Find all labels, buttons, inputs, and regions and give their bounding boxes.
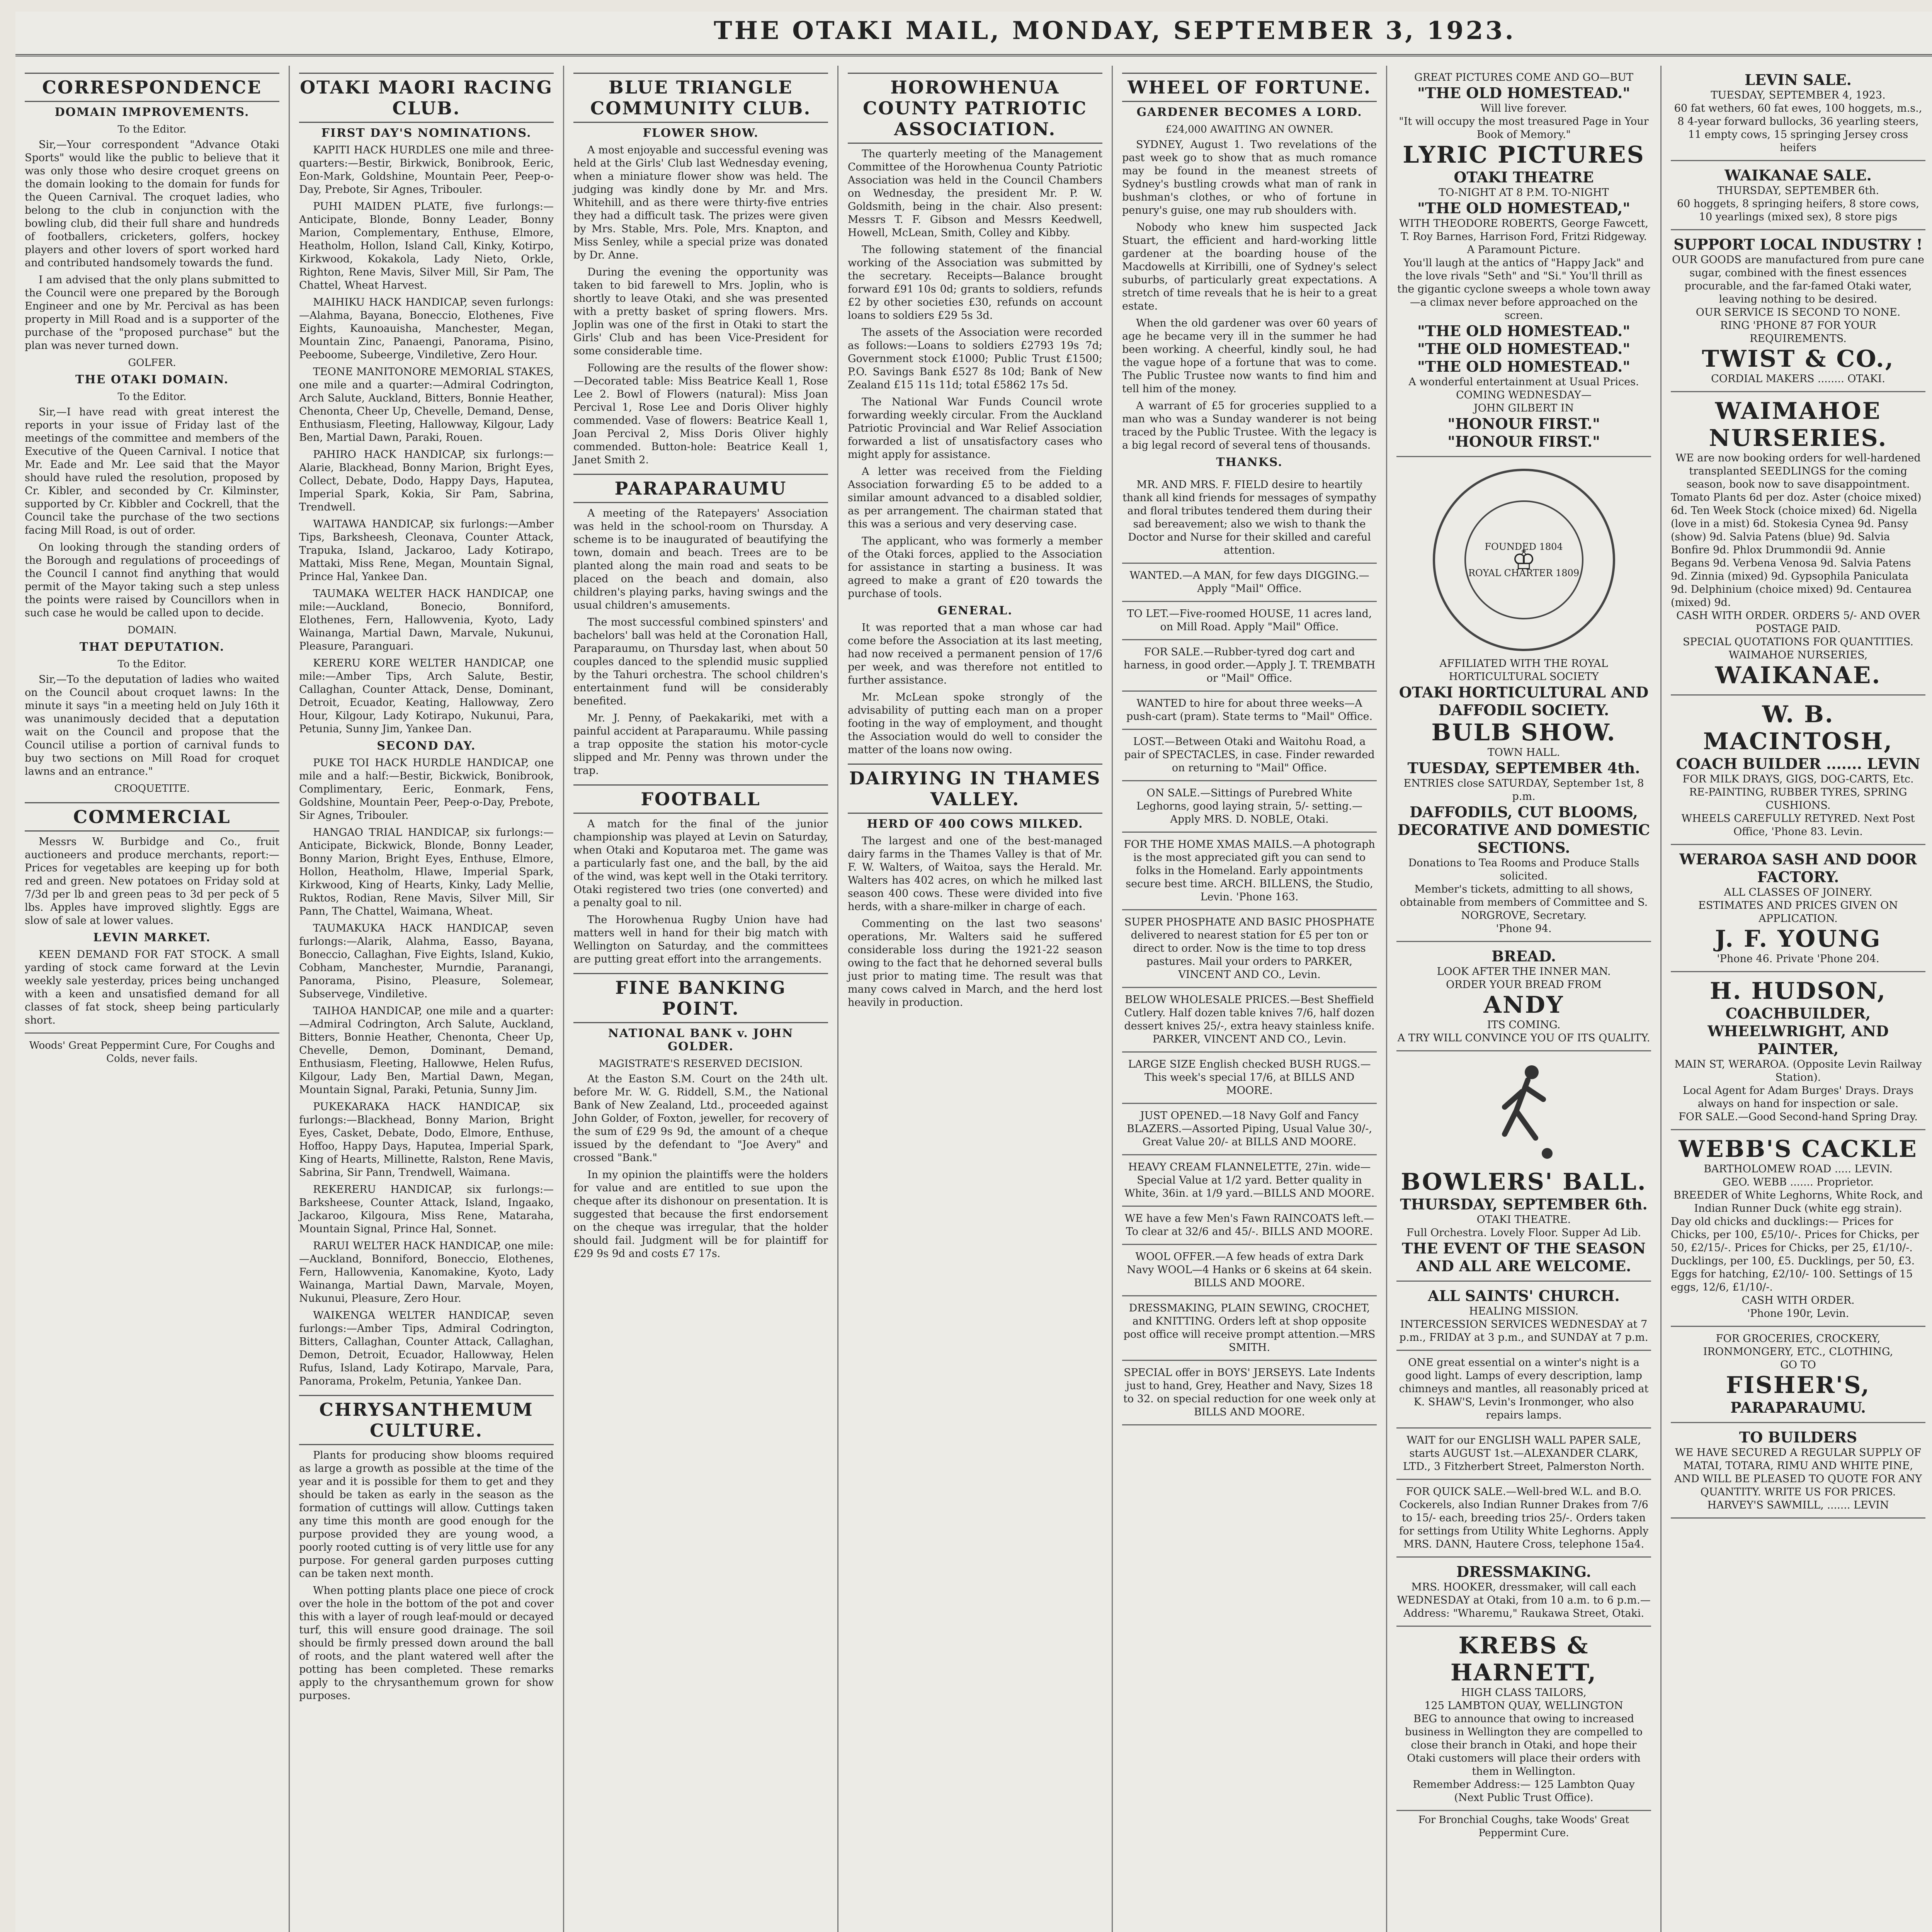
society-seal-icon (1433, 469, 1615, 651)
ad-text: FOR THE HOME XMAS MAILS.—A photograph is the most appreciated gift you can send to folks in the Homeland. Early appointments secure best time. ARCH. BILLENS, the Studio, Levin. 'Phone 163. (1124, 838, 1375, 903)
race-entry: TAUMAKUKA HACK HANDICAP, seven furlongs:—Alarik, Alahma, Easso, Bayana, Boneccio, Callaghan, Five Eights, Island, Kukio, Cobham, Manchester, Murndie, Paranangi, Panorama, Pisino, Pleasure, Solemear, Subservege, Vindiletive. (299, 922, 554, 1000)
ad-line: 125 LAMBTON QUAY, WELLINGTON (1424, 1700, 1623, 1712)
bowler-figure-icon (1489, 1061, 1559, 1161)
heading-football: FOOTBALL (573, 784, 828, 814)
ad-line: BARTHOLOMEW ROAD ..... LEVIN. (1704, 1163, 1893, 1175)
heading-patriotic: HOROWHENUA COUNTY PATRIOTIC ASSOCIATION. (848, 73, 1102, 144)
article-text: A warrant of £5 for groceries supplied to a man who was a Sunday wanderer is not being traced by the Public Trustee. With the legacy is a big legal record of several tens of thousands. (1122, 400, 1377, 451)
ad-line: ALL CLASSES OF JOINERY. (1724, 886, 1872, 898)
ad-line: WERAROA SASH AND DOOR FACTORY. (1679, 850, 1917, 886)
column-racing (290, 66, 564, 1932)
ad-line: Will live forever. (1480, 102, 1567, 114)
article-text: Sir,—Your correspondent "Advance Otaki Sports" would like the public to believe that it was only those who desire croquet greens on the domain looking to the domain for funds for the Queen Carnival. The croquet ladies, who belong to the club in conjunction with the bowling club, did their full share and hundreds of footballers, cricketers, golfers, hockey players and other lovers of sport worked hard and contributed handsomely towards the fund. (25, 139, 279, 269)
ad-line: HARVEY'S SAWMILL, ....... LEVIN (1707, 1499, 1889, 1511)
ad-line: THE EVENT OF THE SEASON AND ALL ARE WELCOME. (1402, 1240, 1646, 1275)
ad-text: WOOL OFFER.—A few heads of extra Dark Navy WOOL—4 Hanks or 6 skeins at 64 skein. BILLS AND MOORE. (1127, 1251, 1372, 1289)
article-text: Mr. J. Penny, of Paekakariki, met with a painful accident at Paraparaumu. While passing a trap opposite the station his motor-cycle slipped and Mr. Penny was thrown under the trap. (573, 712, 828, 777)
ad-text: ONE great essential on a winter's night is a good light. Lamps of every description, lamp chimneys and mantles, all reasonably priced at K. SHAW'S, Levin's Ironmonger, who also repairs lamps. (1399, 1357, 1649, 1421)
article-text: Sir,—I have read with great interest the reports in your issue of Friday last of the meetings of the committee and members of the Executive of the Queen Carnival. I notice that Mr. Eade and Mr. Lee said that the Mayor should have ruled the resolution, proposed by Cr. Kibler, and seconded by Cr. Kilminster, supported by Cr. Kibbler and Cockrell, that the Council take the purchase of the two sections facing Mill Road, is out of order. (25, 406, 279, 536)
article-text: At the Easton S.M. Court on the 24th ult. before Mr. W. G. Riddell, S.M., the National Bank of New Zealand, Ltd., proceeded against John Golder, of Foxton, jeweller, for recovery of the sum of £29 9s 9d, the amount of a cheque issued by the defendant to "Joe Avery" and crossed "Bank." (573, 1073, 828, 1164)
ad-line: FOR GROCERIES, CROCKERY, IRONMONGERY, ETC., CLOTHING, (1703, 1333, 1893, 1358)
classified-ad (1122, 1104, 1377, 1155)
ad-text: BELOW WHOLESALE PRICES.—Best Sheffield Cutlery. Half dozen table knives 7/6, half dozen dessert knives 25/-, extra heavy stainless knife. PARKER, VINCENT AND CO., Levin. (1124, 994, 1375, 1045)
article-text: Following are the results of the flower show:—Decorated table: Miss Beatrice Keall 1, Rose Lee 2. Bowl of Flowers (natural): Miss Joan Percival 1, Rose Lee and Doris Oliver highly commended. Vase of flowers: Beatrice Keall 1, Joan Percival 2, Miss Doris Oliver highly commended. Button-hole: Beatrice Keall 1, Janet Smith 2. (573, 362, 828, 466)
ad-text: JUST OPENED.—18 Navy Golf and Fancy BLAZERS.—Assorted Piping, Usual Value 30/-, Great Value 20/- at BILLS AND MOORE. (1127, 1110, 1372, 1148)
ad-line: ORDER YOUR BREAD FROM (1446, 979, 1602, 991)
classified-ad (1122, 692, 1377, 730)
ad-text: MR. AND MRS. F. FIELD desire to heartily thank all kind friends for messages of sympathy and floral tributes tendered them during their sad bereavement; also we wish to thank the Doctor and Nurse for their skilled and careful attention. (1122, 479, 1376, 556)
article-text: Commenting on the last two seasons' operations, Mr. Walters said he suffered considerable loss during the 1921-22 season owing to the fact that he dehorned several bulls just prior to mating time. The result was that many cows calved in March, and the herd lost heavily in production. (848, 918, 1102, 1009)
article-text: The largest and one of the best-managed dairy farms in the Thames Valley is that of Mr. F. W. Walters, of Waitoa, says the Herald. Mr. Walters has 402 acres, on which he milked last season 400 cows. These were divided into five herds, with a share-milker in charge of each. (848, 835, 1102, 913)
ad-text: TO LET.—Five-roomed HOUSE, 11 acres land, on Mill Road. Apply "Mail" Office. (1127, 608, 1372, 633)
ad-line: DAFFODILS, CUT BLOOMS, DECORATIVE AND DOMESTIC SECTIONS. (1397, 803, 1650, 856)
article-text: In my opinion the plaintiffs were the holders for value and are entitled to sue upon the cheque after its dishonour on presentation. It is suggested that because the first endorsement on the cheque was irregular, that the holder should fail. Judgment will be for plaintiff for £29 9s 9d and costs £7 17s. (573, 1169, 828, 1260)
ad-line: WITH THEODORE ROBERTS, George Fawcett, T. Roy Barnes, Harrison Ford, Fritzi Ridgeway. (1399, 218, 1648, 243)
sub-case: NATIONAL BANK v. JOHN GOLDER. (608, 1027, 794, 1053)
footer-ad: For Bronchial Coughs, take Woods' Great Peppermint Cure. (1418, 1814, 1629, 1839)
ad-hudson (1671, 972, 1925, 1130)
ad-title: FISHER'S, (1726, 1372, 1871, 1399)
ad-text: SPECIAL offer in BOYS' JERSEYS. Late Indents just to hand, Grey, Heather and Navy, Sizes 18 to 32. on special reduction for one week only at BILLS AND MOORE. (1123, 1367, 1376, 1418)
ad-line: Tomato Plants 6d per doz. Aster (choice mixed) 6d. Ten Week Stock (choice mixed) 6d. Nigella (love in a mist) 6d. Stokesia Cynea 9d. Pansy (show) 9d. Salvia Patens (blue) 9d. Salvia Bonfire 9d. Phlox Drummondii 9d. Annie Begans 9d. Verbena Venosa 9d. Salvia Patens 9d. Zinnia (mixed) 9d. Gypsophila Paniculata 9d. Delphinium (choice mixed) 9d. Centaurea (mixed) 9d. (1671, 492, 1922, 609)
classified-ad (1122, 1296, 1377, 1361)
sub-decision: MAGISTRATE'S RESERVED DECISION. (599, 1058, 803, 1070)
article-text: It was reported that a man whose car had come before the Association at its last meeting, had now received a permanent pension of 17/6 per week, and was therefore not entitled to further assistance. (848, 622, 1102, 686)
ad-text: ON SALE.—Sittings of Purebred White Leghorns, good laying strain, 5/- setting.—Apply MRS. D. NOBLE, Otaki. (1136, 787, 1362, 825)
ad-text: WE have a few Men's Fawn RAINCOATS left.—To clear at 32/6 and 45/-. BILLS AND MOORE. (1124, 1213, 1374, 1238)
article-text: When potting plants place one piece of crock over the hole in the bottom of the pot and cover this with a layer of rough leaf-mould or decayed turf, this will ensure good drainage. The soil should be firmly pressed down around the ball of roots, and the plant watered well after the potting has been completed. These remarks apply to the chrysanthemum grown for show purposes. (299, 1585, 554, 1702)
ad-line: ITS COMING. (1487, 1019, 1561, 1031)
sub-awaiting: £24,000 AWAITING AN OWNER. (1165, 124, 1333, 135)
ad-levin-sale (1671, 66, 1925, 161)
race-entry: KAPITI HACK HURDLES one mile and three-quarters:—Bestir, Birkwick, Bonibrook, Eeric, Eon-Mark, Goldshine, Mountain Peer, Peep-o-Day, Prebote, Sir Agnes, Tribouler. (299, 144, 554, 196)
ad-title: WEBB'S CACKLE (1679, 1136, 1918, 1163)
heading-chrysanthemum: CHRYSANTHEMUM CULTURE. (299, 1395, 554, 1445)
ad-line: A wonderful entertainment at Usual Prices. (1408, 376, 1639, 388)
ad-krebs (1396, 1627, 1651, 1811)
ad-text: DRESSMAKING, PLAIN SEWING, CROCHET, and KNITTING. Orders left at shop opposite post office will receive prompt attention.—MRS SMITH. (1123, 1302, 1376, 1354)
ad-line: ENTRIES close SATURDAY, September 1st, 8 p.m. (1403, 777, 1644, 803)
ad-line: Remember Address:— 125 Lambton Quay (Next Public Trust Office). (1413, 1779, 1635, 1804)
classified-ad (1122, 910, 1377, 988)
article-text: KEEN DEMAND FOR FAT STOCK. A small yarding of stock came forward at the Levin weekly sale yesterday, prices being unchanged with a keen and unsatisfied demand for all classes of fat stock, sheep being particularly short. (25, 949, 279, 1026)
race-entry: PUHI MAIDEN PLATE, five furlongs:—Anticipate, Blonde, Bonny Leader, Bonny Marion, Complementary, Enthuse, Elmore, Heatholm, Hollon, Island Call, Kinky, Kotirpo, Kirkwood, Kokakola, Lady Nieto, Orkle, Righton, Rene Mavis, Silver Mill, Sir Pam, The Chattel, Wheat Harvest. (299, 201, 554, 291)
ad-title: WAIMAHOE NURSERIES. (1709, 398, 1888, 452)
classified-ad (1122, 473, 1377, 564)
ad-waimahoe (1671, 392, 1925, 696)
ad-title: TWIST & CO., (1702, 345, 1895, 372)
article-text: A letter was received from the Fielding Association forwarding £5 to be added to a similar amount advanced to a disabled soldier, as per arrangement. The chairman stated that this was a serious and very deserving case. (848, 466, 1102, 530)
ad-line: DRESSMAKING. (1456, 1563, 1591, 1580)
ad-line: ALL SAINTS' CHURCH. (1428, 1287, 1620, 1304)
ad-weraroa (1671, 845, 1925, 972)
ad-line: 'Phone 190r, Levin. (1747, 1308, 1849, 1320)
sub-deputation: THAT DEPUTATION. (79, 640, 225, 654)
ad-line: HEALING MISSION. (1469, 1305, 1579, 1317)
ad-text: HEAVY CREAM FLANNELETTE, 27in. wide—Special Value at 1/2 yard. Better quality in White, 36in. at 1/9 yard.—BILLS AND MOORE. (1124, 1161, 1375, 1199)
footer-ad: Woods' Great Peppermint Cure, For Coughs and Colds, never fails. (29, 1040, 275, 1065)
seal-ring-text: AFFILIATED WITH THE ROYAL HORTICULTURAL SOCIETY (1439, 658, 1608, 683)
article-text: The National War Funds Council wrote forwarding weekly circular. From the Auckland Patriotic Provincial and War Relief Association forwarded a list of unsatisfactory cases who might apply for assistance. (848, 396, 1102, 461)
heading-paraparaumu: PARAPARAUMU (573, 474, 828, 503)
ad-line: "THE OLD HOMESTEAD." (1417, 340, 1630, 357)
sub-levin-market: LEVIN MARKET. (93, 931, 211, 944)
ad-text: FOR SALE.—Rubber-tyred dog cart and harness, in good order.—Apply J. T. TREMBATH or "Mail" Office. (1123, 646, 1376, 684)
ad-line: GREAT PICTURES COME AND GO—BUT (1414, 71, 1633, 83)
article-text: The applicant, who was formerly a member of the Otaki forces, applied to the Association for assistance in starting a business. It was agreed to make a grant of £20 towards the purchase of tools. (848, 535, 1102, 600)
ad-title: J. F. YOUNG (1715, 925, 1881, 952)
ad-line: BREAD. (1492, 947, 1556, 965)
to-editor: To the Editor. (117, 658, 187, 670)
ad-bowlers-ball (1396, 1051, 1651, 1282)
ad-line: "THE OLD HOMESTEAD," (1417, 199, 1630, 217)
ad-macintosh (1671, 696, 1925, 845)
ad-line: You'll laugh at the antics of "Happy Jack" and the love rivals "Seth" and "Si." You'll thrill as the gigantic cyclone sweeps a whole town away—a climax never before approached on the screen. (1397, 257, 1651, 321)
race-entry: REKERERU HANDICAP, six furlongs:—Barksheese, Counter Attack, Island, Ingaako, Jackaroo, Kilgoura, Miss Rene, Mataraha, Mountain Signal, Prince Hal, Sonnet. (299, 1184, 554, 1235)
seal-text: ROYAL CHARTER 1809 (1468, 568, 1580, 578)
ad-bread (1396, 942, 1651, 1051)
race-entry: TAUMAKA WELTER HACK HANDICAP, one mile:—Auckland, Bonecio, Bonniford, Elothenes, Fern, Hallowvenia, Kyoto, Lady Wainanga, Martial Dawn, Marvale, Nukunui, Pleasure, Paranguari. (299, 588, 554, 652)
ad-line: FOR SALE.—Good Second-hand Spring Dray. (1679, 1111, 1918, 1123)
ad-line: RING 'PHONE 87 FOR YOUR REQUIREMENTS. (1720, 320, 1876, 345)
ad-line: HIGH CLASS TAILORS, (1461, 1687, 1587, 1699)
sub-herd: HERD OF 400 COWS MILKED. (867, 817, 1083, 831)
sub-flower-show: FLOWER SHOW. (643, 126, 759, 140)
ad-line: Day old chicks and ducklings:— Prices for Chicks, per 100, £5/10/-. Prices for Chicks, per 50, £2/15/-. Prices for Chicks, per 25, £1/10/-. Ducklings, per 100, £5. Ducklings, per 50, £3. Eggs for hatching, £2/10/- 100. Settings of 15 eggs, 12/6, £1/10/-. (1671, 1216, 1919, 1293)
ad-line: TUESDAY, SEPTEMBER 4th. (1407, 759, 1640, 777)
ad-text: SUPER PHOSPHATE AND BASIC PHOSPHATE delivered to nearest station for £5 per ton or direct to order. Now is the time to top dress pastures. Mail your orders to PARKER, VINCENT AND CO., Levin. (1124, 916, 1375, 981)
classified-ad (1122, 988, 1377, 1053)
column-fortune (1113, 66, 1387, 1932)
article-text: Nobody who knew him suspected Jack Stuart, the efficient and hard-working little gardener at the boarding house of the Macdowells at Kirribilli, one of Sydney's select suburbs, of particularly great expectations. A stretch of time reveals that he is heir to a great estate. (1122, 221, 1377, 312)
heading-commercial: COMMERCIAL (25, 802, 279, 832)
ad-line: FOR MILK DRAYS, GIGS, DOG-CARTS, Etc. (1682, 773, 1914, 785)
ad-line: Full Orchestra. Lovely Floor. Supper Ad Lib. (1406, 1227, 1641, 1239)
ad-line: MAIN ST, WERAROA. (Opposite Levin Railway Station). (1674, 1058, 1922, 1083)
crown-icon: ♔ (1512, 544, 1536, 576)
heading-banking: FINE BANKING POINT. (573, 973, 828, 1023)
to-editor: To the Editor. (117, 391, 187, 403)
ad-line: "THE OLD HOMESTEAD." (1417, 358, 1630, 375)
ad-title: KREBS & HARNETT, (1450, 1632, 1597, 1686)
sub-second-day: SECOND DAY. (377, 739, 476, 753)
article-text: The quarterly meeting of the Management Committee of the Horowhenua County Patriotic Association was held in the Council Chambers on Wednesday, the president Mr. P. W. Goldsmith, being in the chair. Also present: Messrs T. F. Gibson and Messrs Keedwell, Howell, McLean, Smith, Colley and Kibby. (848, 148, 1102, 239)
ad-line: BEG to announce that owing to increased business in Wellington they are compelled to close their branch in Otaki, and hope their Otaki customers will place their orders with them in Wellington. (1405, 1713, 1643, 1777)
ad-line: TUESDAY, SEPTEMBER 4, 1923. (1711, 89, 1886, 101)
column-entertainment (1387, 66, 1662, 1932)
article-text: Messrs W. Burbidge and Co., fruit auctioneers and produce merchants, report:—Prices for vegetables are keeping up for both red and green. New potatoes on Friday sold at 7/3d per lb and green peas to 3d per peck of 5 lbs. Apples have improved slightly. Eggs are slow of sale at lower values. (25, 836, 279, 927)
ad-bulb-show (1396, 457, 1651, 942)
classified-ad (1396, 1480, 1651, 1558)
ad-line: THURSDAY, SEPTEMBER 6th. (1717, 185, 1879, 197)
article-text: I am advised that the only plans submitted to the Council were one prepared by the Borough Engineer and one by Mr. Percival as has been property in Mill Road and is a supporter of the purchase of the "proposed purchase" but the plan was never turned down. (25, 274, 279, 352)
ad-line: OTAKI HORTICULTURAL AND DAFFODIL SOCIETY. (1399, 684, 1649, 719)
sub-gardener: GARDENER BECOMES A LORD. (1136, 105, 1362, 119)
sub-otaki-domain: THE OTAKI DOMAIN. (75, 373, 229, 386)
ad-title: LYRIC PICTURES (1403, 141, 1645, 168)
ad-text: FOR QUICK SALE.—Well-bred W.L. and B.O. Cockerels, also Indian Runner Drakes from 7/6 to 15/- each, breeding trios 25/-. Orders taken for settings from Utility White Leghorns. Apply MRS. DANN, Hautere Cross, telephone 15a4. (1399, 1486, 1649, 1550)
ad-text: WANTED.—A MAN, for few days DIGGING.—Apply "Mail" Office. (1129, 570, 1369, 595)
ad-line: MRS. HOOKER, dressmaker, will call each WEDNESDAY at Otaki, from 10 a.m. to 6 p.m.—Address: "Wharemu," Raukawa Street, Otaki. (1397, 1581, 1651, 1619)
column-correspondence (15, 66, 290, 1932)
heading-wheel-of-fortune: WHEEL OF FORTUNE. (1122, 73, 1377, 102)
ad-line: "HONOUR FIRST." (1447, 433, 1600, 450)
seal-crown-icon (1464, 500, 1583, 619)
race-entry: PUKEKARAKA HACK HANDICAP, six furlongs:—Blackhead, Bonny Marion, Bright Eyes, Casket, Debate, Dodo, Elmore, Enthuse, Hoffoo, Happy Days, Haputea, Imperial Spark, King of Hearts, Millinette, Ralston, Rene Mavis, Sabrina, Sir Pann, Trendwell, Waimana. (299, 1101, 554, 1179)
race-entry: MAIHIKU HACK HANDICAP, seven furlongs:—Alahma, Bayana, Boneccio, Elothenes, Five Eights, Kaunoauisha, Manchester, Megan, Mountain Zinc, Panaengi, Panorama, Pisino, Peeboome, Subeerge, Vindiletive, Zero Hour. (299, 296, 554, 361)
classified-ad (1396, 1351, 1651, 1429)
ad-line: OTAKI THEATRE (1454, 168, 1594, 186)
classified-ad (1122, 1361, 1377, 1425)
sub-first-day: FIRST DAY'S NOMINATIONS. (321, 126, 532, 140)
ad-twist (1671, 230, 1925, 392)
ad-line: BREEDER of White Leghorns, White Rock, and Indian Runner Duck (white egg strain). (1673, 1189, 1923, 1214)
ad-lyric-pictures (1396, 66, 1651, 457)
race-entry: TAIHOA HANDICAP, one mile and a quarter:—Admiral Codrington, Arch Salute, Auckland, Bitters, Bonnie Heather, Chenonta, Cheer Up, Chevelle, Demon, Dominant, Demand, Enthusiasm, Fleeting, Hallowwe, Helen Rufus, Kilgour, Lady Ben, Martial Dawn, Megan, Mountain Signal, Paraki, Petunia, Sunny Jim. (299, 1005, 554, 1096)
race-entry: RARUI WELTER HACK HANDICAP, one mile:—Auckland, Bonniford, Boneccio, Elothenes, Fern, Hallowvenia, Kanomakine, Kyoto, Lady Wainanga, Martial Dawn, Marvale, Moyen, Nukunui, Pleasure, Zero Hour. (299, 1240, 554, 1304)
sub-general: GENERAL. (937, 604, 1013, 617)
ad-line: WAIKANAE SALE. (1725, 167, 1872, 184)
ad-title: W. B. MACINTOSH, (1703, 701, 1893, 755)
race-entry: WAITAWA HANDICAP, six furlongs:—Amber Tips, Barksheesh, Cleonava, Counter Attack, Trapuka, Island, Jackaroo, Lady Kotirapo, Mattaki, Miss Rene, Megan, Mountain Signal, Prince Hal, Yankee Dan. (299, 518, 554, 583)
article-text: SYDNEY, August 1. Two revelations of the past week go to show that as much romance may be found in the meanest streets of Sydney's bustling crowds what man of rank in bushman's clothes, or who of fortune in penury's guise, one may rub shoulders with. (1122, 139, 1377, 216)
race-entry: KERERU KORE WELTER HANDICAP, one mile:—Amber Tips, Arch Salute, Bestir, Callaghan, Counter Attack, Dense, Dominant, Detroit, Ecuador, Keating, Hallowway, Zero Hour, Kilgour, Lady Kotirapo, Nukunui, Para, Petunia, Sunny Jim, Yankee Dan. (299, 657, 554, 735)
ad-line: 60 fat wethers, 60 fat ewes, 100 hoggets, m.s., 8 4-year forward bullocks, 36 yearling steers, 11 empty cows, 15 springing Jersey cross heifers (1674, 102, 1922, 154)
sub-domain-improvements: DOMAIN IMPROVEMENTS. (54, 105, 250, 119)
ad-waikanae-sale (1671, 161, 1925, 230)
ad-text: LARGE SIZE English checked BUSH RUGS.—This week's special 17/6, at BILLS AND MOORE. (1128, 1058, 1371, 1097)
ad-line: THURSDAY, SEPTEMBER 6th. (1400, 1196, 1648, 1213)
ad-text: WAIT for our ENGLISH WALL PAPER SALE, starts AUGUST 1st.—ALEXANDER CLARK, LTD., 3 Fitzherbert Street, Palmerston North. (1403, 1434, 1645, 1473)
article-text: The following statement of the financial working of the Association was submitted by the secretary. Receipts—Balance brought forward £91 10s 0d; grants to soldiers, refunds £2 by other societies £30, refunds on account loans to soldiers £29 5s 3d. (848, 244, 1102, 321)
ad-line: COACH BUILDER ....... LEVIN (1676, 755, 1920, 772)
ad-line: Local Agent for Adam Burges' Drays. Drays always on hand for inspection or sale. (1683, 1085, 1913, 1110)
classified-ad (1122, 1245, 1377, 1296)
ad-line: INTERCESSION SERVICES WEDNESDAY at 7 p.m., FRIDAY at 3 p.m., and SUNDAY at 7 p.m. (1399, 1318, 1648, 1344)
newspaper-page (15, 12, 1932, 1932)
article-text: The most successful combined spinsters' and bachelors' ball was held at the Coronation Hall, Paraparaumu, on Thursday last, when about 50 couples danced to the splendid music supplied by the Tahuri orchestra. The school children's entertainment fund will be considerably benefited. (573, 616, 828, 707)
ad-line: Donations to Tea Rooms and Produce Stalls solicited. (1408, 857, 1639, 882)
classified-ad (1122, 1207, 1377, 1245)
sub-thanks: THANKS. (1216, 456, 1283, 469)
article-text: A meeting of the Ratepayers' Association was held in the school-room on Thursday. A scheme is to be inaugurated of beautifying the town, domain and beach. Trees are to be planted along the main road and seats to be placed on the beach and domain, also children's playing parks, having swings and the usual children's amusements. (573, 507, 828, 611)
ad-title: BOWLERS' BALL. (1401, 1168, 1647, 1196)
signature: CROQUETITE. (114, 783, 190, 794)
ad-line: "THE OLD HOMESTEAD." (1417, 84, 1630, 102)
ad-line: CORDIAL MAKERS ........ OTAKI. (1711, 373, 1885, 385)
classified-ad (1122, 1053, 1377, 1104)
ad-line: CASH WITH ORDER. (1742, 1294, 1855, 1306)
article-text: During the evening the opportunity was taken to bid farewell to Mrs. Joplin, who is shortly to leave Otaki, and she was presented with a pretty basket of spring flowers. Mrs. Joplin was one of the first in Otaki to start the Girls' Club and has been Vice-President for some considerable time. (573, 266, 828, 357)
classified-ad (1122, 781, 1377, 833)
ad-line: GEO. WEBB ....... Proprietor. (1722, 1176, 1874, 1188)
ad-line: TO BUILDERS (1739, 1429, 1857, 1446)
article-text: Mr. McLean spoke strongly of the advisability of putting each man on a proper footing in the way of employment, and thought the Association would do well to consider the matter of the loans now owing. (848, 691, 1102, 756)
ad-line: CASH WITH ORDER. ORDERS 5/- AND OVER POSTAGE PAID. (1676, 610, 1920, 635)
ad-webb (1671, 1130, 1925, 1327)
ad-line: JOHN GILBERT IN (1473, 402, 1574, 414)
article-text: On looking through the standing orders of the Borough and regulations of proceedings of the Council I cannot find anything that would permit of the Mayor taking such a step unless the points were raised by Councillors when in such case he would be called upon to decide. (25, 541, 279, 619)
ad-line: "THE OLD HOMESTEAD." (1417, 322, 1630, 340)
ad-line: WE are now booking orders for well-hardened transplanted SEEDLINGS for the coming season, book now to save disappointment. (1675, 452, 1921, 490)
heading-correspondence: CORRESPONDENCE (25, 73, 279, 102)
signature: GOLFER. (128, 357, 176, 369)
classified-ad (1122, 564, 1377, 602)
ad-line: A TRY WILL CONVINCE YOU OF ITS QUALITY. (1397, 1032, 1650, 1044)
ad-line: WE HAVE SECURED A REGULAR SUPPLY OF MATAI, TOTARA, RIMU AND WHITE PINE, AND WILL BE PLEASED TO QUOTE FOR ANY QUANTITY. WRITE US FOR PRICES. (1674, 1447, 1922, 1498)
ad-line: TOWN HALL. (1487, 747, 1560, 759)
signature: DOMAIN. (127, 624, 177, 636)
race-entry: TEONE MANITONORE MEMORIAL STAKES, one mile and a quarter:—Admiral Codrington, Arch Salute, Auckland, Bitters, Bonnie Heather, Chenonta, Cheer Up, Chevelle, Demand, Dense, Enthusiasm, Fleeting, Hallowway, Kilgour, Lady Ben, Martial Dawn, Paraki, Rouen. (299, 366, 554, 444)
ad-line: COMING WEDNESDAY— (1456, 389, 1592, 401)
ad-line: RE-PAINTING, RUBBER TYRES, SPRING CUSHIONS. (1689, 786, 1907, 811)
ad-line: TO-NIGHT AT 8 P.M. TO-NIGHT (1439, 187, 1609, 199)
ad-line: OTAKI THEATRE. (1476, 1214, 1571, 1226)
classified-ad (1122, 730, 1377, 781)
ad-line: "HONOUR FIRST." (1447, 415, 1600, 432)
heading-blue-triangle: BLUE TRIANGLE COMMUNITY CLUB. (573, 73, 828, 123)
heading-dairying: DAIRYING IN THAMES VALLEY. (848, 764, 1102, 814)
ad-builders (1671, 1423, 1925, 1519)
ad-title: H. HUDSON, (1709, 978, 1886, 1005)
ad-fisher (1671, 1327, 1925, 1423)
race-entry: WAIKENGA WELTER HANDICAP, seven furlongs:—Amber Tips, Admiral Codrington, Bitters, Callaghan, Counter Attack, Callaghan, Demon, Detroit, Ecuador, Hallowway, Helen Rufus, Island, Lady Kotirapo, Marvale, Para, Panorama, Prokelm, Petunia, Yankee Dan. (299, 1310, 554, 1387)
classified-ad (1122, 833, 1377, 910)
ad-line: GO TO (1780, 1359, 1816, 1371)
ad-line: ESTIMATES AND PRICES GIVEN ON APPLICATION. (1698, 900, 1898, 925)
heading-racing-club: OTAKI MAORI RACING CLUB. (299, 73, 554, 123)
race-entry: PAHIRO HACK HANDICAP, six furlongs:—Alarie, Blackhead, Bonny Marion, Bright Eyes, Collect, Debate, Dodo, Happy Days, Haputea, Imperial Spark, Kokia, Sir Pam, Sabrina, Trendwell. (299, 449, 554, 513)
race-entry: HANGAO TRIAL HANDICAP, six furlongs:—Anticipate, Bickwick, Blonde, Bonny Leader, Bonny Marion, Bright Eyes, Enthuse, Elmore, Hollon, Heatholm, Hlawe, Imperial Spark, Kirkwood, King of Hearts, Kinky, Lady Mellie, Ruktos, Rodian, Rene Mavis, Silver Mill, Sir Pann, The Chattel, Waimana, Wheat. (299, 827, 554, 917)
ad-dressmaking (1396, 1558, 1651, 1627)
ad-text: WANTED to hire for about three weeks—A push-cart (pram). State terms to "Mail" Office. (1126, 697, 1373, 723)
article-text: When the old gardener was over 60 years of age he became very ill in the summer he had been working. A cheerful, kindly soul, he had the vague hope of a fortune that was to come. The Public Trustee now wants to find him and tell him of the money. (1122, 317, 1377, 395)
classified-ad (1122, 640, 1377, 692)
article-text: The Horowhenua Rugby Union have had matters well in hand for their big match with Wellington on Saturday, and the committees are putting great effort into the arrangements. (573, 914, 828, 965)
masthead: THE OTAKI MAIL, MONDAY, SEPTEMBER 3, 1923. (15, 12, 1932, 56)
article-text: The assets of the Association were recorded as follows:—Loans to soldiers £2793 19s 7d; Government stock £1000; Public Trust £1500; P.O. Savings Bank £527 8s 10d; Bank of New Zealand £15 11s 11d; total £5862 17s 5d. (848, 327, 1102, 391)
ad-line: PARAPARAUMU. (1730, 1399, 1866, 1416)
column-patriotic (838, 66, 1113, 1932)
ad-text: LOST.—Between Otaki and Waitohu Road, a pair of SPECTACLES, in case. Finder rewarded on returning to "Mail" Office. (1124, 736, 1375, 774)
ad-line: OUR GOODS are manufactured from pure cane sugar, combined with the finest essences procurable, and the far-famed Otaki water, leaving nothing to be desired. (1672, 254, 1924, 305)
article-text: A most enjoyable and successful evening was held at the Girls' Club last Wednesday evening, when a miniature flower show was held. The judging was kindly done by Mr. and Mrs. Whitehill, and as there were thirty-five entries they had a difficult task. The prizes were given by Mrs. Stable, Mrs. Pole, Mrs. Knapton, and Miss Senley, while a special prize was donated by Dr. Anne. (573, 144, 828, 261)
classified-ad (1122, 1155, 1377, 1207)
classified-ad (1122, 602, 1377, 640)
ad-line: COACHBUILDER, WHEELWRIGHT, AND PAINTER, (1708, 1005, 1889, 1058)
ad-line: LEVIN SALE. (1745, 71, 1852, 88)
ad-line: "It will occupy the most treasured Page in Your Book of Memory." (1399, 116, 1649, 141)
classified-ad (1396, 1429, 1651, 1480)
ad-title: BULB SHOW. (1431, 719, 1616, 746)
ad-line: SPECIAL QUOTATIONS FOR QUANTITIES. (1683, 636, 1913, 648)
ad-line: 'Phone 46. Private 'Phone 204. (1717, 953, 1879, 965)
ad-line: WAIMAHOE NURSERIES, (1728, 649, 1868, 661)
ad-line: 60 hoggets, 8 springing heifers, 8 store cows, 10 yearlings (mixed sex), 8 store pigs (1677, 198, 1920, 223)
to-editor: To the Editor. (117, 124, 187, 135)
ad-line: OUR SERVICE IS SECOND TO NONE. (1696, 306, 1901, 318)
race-entry: PUKE TOI HACK HURDLE HANDICAP, one mile and a half:—Bestir, Bickwick, Bonibrook, Complimentary, Eeric, Eonmark, Fens, Goldshine, Mountain Peer, Peep-o-Day, Prebote, Sir Agnes, Tribouler. (299, 757, 554, 821)
divider (25, 1032, 279, 1034)
ad-line: A Paramount Picture. (1467, 244, 1581, 256)
ad-line: LOOK AFTER THE INNER MAN. (1437, 966, 1611, 978)
article-text: Sir,—To the deputation of ladies who waited on the Council about croquet lawns: In the minute it says "in a meeting held on July 16th it was unanimously decided that a deputation wait on the Council and propose that the Council utilise a portion of carnival funds to buy two sections on Mill Road for croquet lawns and an entrance." (25, 673, 279, 777)
seal-text: FOUNDED 1804 (1485, 541, 1563, 552)
ad-line: Member's tickets, admitting to all shows, obtainable from members of Committee and S. NORGROVE, Secretary. (1400, 883, 1648, 922)
article-text: A match for the final of the junior championship was played at Levin on Saturday, when Otaki and Koputaroa met. The game was a particularly fast one, and the ball, by the aid of the wind, was kept well in the Otaki territory. Otaki registered two tries (one converted) and a penalty goal to nil. (573, 818, 828, 909)
ad-title: WAIKANAE. (1715, 662, 1881, 689)
article-text: Plants for producing show blooms required as large a growth as possible at the time of the year and it is possible for them to get and they should be taken as early in the season as the formation of cuttings will allow. Cuttings taken any time this month are good enough for the purpose provided they are young wood, a poorly rooted cutting is of very little use for any purpose. For general garden purposes cutting can be taken next month. (299, 1449, 554, 1580)
ad-title: ANDY (1483, 992, 1564, 1019)
ad-line: SUPPORT LOCAL INDUSTRY ! (1673, 236, 1923, 253)
ad-church (1396, 1282, 1651, 1351)
ad-line: WHEELS CAREFULLY RETYRED. Next Post Office, 'Phone 83. Levin. (1681, 813, 1915, 838)
column-community (564, 66, 838, 1932)
column-sales (1662, 66, 1932, 1932)
ad-line: 'Phone 94. (1496, 923, 1552, 935)
